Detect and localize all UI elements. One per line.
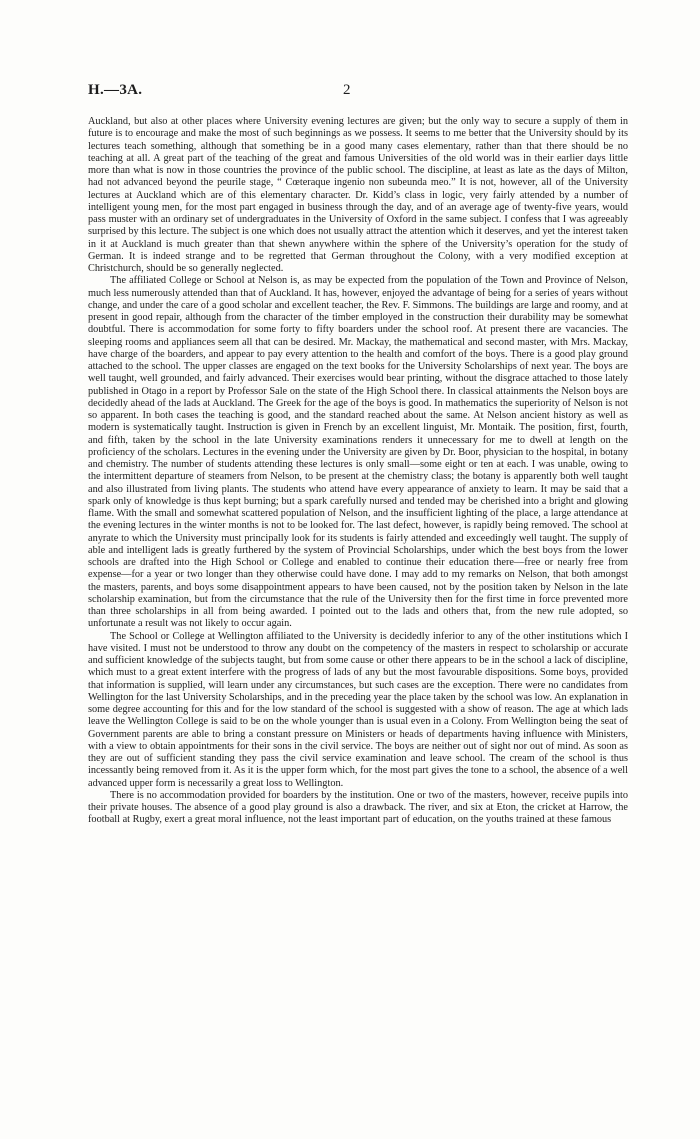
paragraph-wellington: The School or College at Wellington affiliated to the University is decidedly inferior to any of the other institutions which I have visited. I must not be understood to throw any doubt on the competency of the masters in respect to scholarship or accurate and sufficient knowledge of the subjects taught, but from some cause or other there appears to be in the school a lack of discipline, which must to a great extent interfere with the progress of lads of any but the most favourable dispositions. Some boys, provided that information is supplied, will learn under any circumstances, but such cases are the exception. There were no candidates from Wellington for the last University Scholarships, and in the preceding year the place taken by the school was low. An explanation in some degree accounting for this and for the low standard of the school is suggested with a show of reason. The age at which lads leave the Wellington College is said to be on the whole younger than is usual even in a Colony. From Wellington being the seat of Government parents are able to bring a constant pressure on Ministers or heads of departments having influence with Ministers, with a view to obtain appointments for their sons in the civil service. The boys are neither out of sight nor out of mind. As soon as they are out of sufficient standing they pass the civil service examination and leave school. The cream of the school is thus incessantly being removed from it. As it is the upper form which, for the most part gives the tone to a school, the absence of a well advanced upper form is necessarily a great loss to Wellington.: [88, 630, 628, 789]
paragraph-nelson: The affiliated College or School at Nelson is, as may be expected from the population of the Town and Province of Nelson, much less numerously attended than that of Auckland. It has, however, enjoyed the advantage of being for a series of years without change, and under the care of a good scholar and excellent teacher, the Rev. F. Simmons. The buildings are large and roomy, and at present in good repair, although from the character of the timber employed in the construction their durability may be somewhat doubtful. There is accommodation for some forty to fifty boarders under the school roof. At present there are vacancies. The sleeping rooms and appliances seem all that can be desired. Mr. Mackay, the mathematical and second master, with Mrs. Mackay, have charge of the boarders, and appear to pay every attention to the health and comfort of the boys. There is a good play ground attached to the school. The upper classes are engaged on the text books for the University Scholarships of next year. The boys are well taught, well grounded, and fairly advanced. Their exercises would bear printing, without the disgrace attached to those lately published in Otago in a report by Professor Sale on the state of the High School there. In classical attainments the Nelson boys are decidedly ahead of the lads at Auckland. The Greek for the age of the boys is good. In mathematics the superiority of Nelson is not so apparent. In both cases the teaching is good, and the standard reached about the same. At Nelson ancient history as well as modern is systematically taught. Instruction is given in French by an excellent linguist, Mr. Montaik. The position, first, fourth, and fifth, taken by the school in the late University examinations renders it unnecessary for me to dwell at length on the proficiency of the scholars. Lectures in the evening under the University are given by Dr. Boor, physician to the hospital, in botany and chemistry. The number of students attending these lectures is only small—some eight or ten at each. I was unable, owing to the intermittent departure of steamers from Nelson, to be present at the chemistry class; the botany is apparently both well taught and also illustrated from living plants. The students who attend have every appearance of anxiety to learn. It may be said that a spark only of knowledge is thus kept burning; but a spark carefully nursed and tended may be cherished into a bright and glowing flame. With the small and somewhat scattered population of Nelson, and the insufficient lighting of the place, a large attendance at the evening lectures in the winter months is not to be looked for. The last defect, however, is rapidly being removed. The school at anyrate to which the University must principally look for its students is fairly attended and exceedingly well taught. The supply of able and intelligent lads is greatly furthered by the system of Provincial Scholarships, under which the best boys from the lower schools are drafted into the High School or College and enabled to continue their education there—free or nearly free from expense—for a year or two longer than they otherwise could have done. I may add to my remarks on Nelson, that both amongst the masters, parents, and boys some disappointment appears to have been caused, not by the position taken by Nelson in the late scholarship examination, but from the circumstance that the rule of the University then for the first time in force prevented more than three scholarships in all from being awarded. I pointed out to the lads and others that, from the new rule adopted, so unfortunate a result was not likely to occur again.: [88, 275, 629, 630]
page-number: 2: [343, 82, 351, 98]
body-text: [88, 116, 628, 827]
document-reference: H.—3A.: [88, 82, 143, 98]
paragraph-boarders: There is no accommodation provided for boarders by the institution. One or two of the masters, however, receive pupils into their private houses. The absence of a good play ground is also a drawback. The river, and six at Eton, the cricket at Harrow, the football at Rugby, exert a great moral influence, not the least important part of education, on the youths trained at these famous: [88, 789, 628, 826]
page-header: [88, 82, 628, 102]
paragraph-auckland-continued: Auckland, but also at other places where University evening lectures are given; but the only way to secure a supply of them in future is to encourage and make the most of such beginnings as we possess. It seems to me better that the University should by its lectures teach something, although that something be in a good many cases elementary, rather than that there should be no teaching at all. A great part of the teaching of the great and famous Universities of the old world was in their earlier days little more than what is now in those countries the province of the public school. The discipline, at least as late as the days of Milton, had not advanced beyond the peurile stage, “ Cœteraque ingenio non subeunda meo.” It is not, however, all of the University lectures at Auckland which are of this elementary character. Dr. Kidd’s class in logic, very fairly attended by a number of intelligent young men, for the most part engaged in business through the day, and of an average age of twenty-five years, would pass muster with an ordinary set of undergraduates in the University of Oxford in the same subject. I confess that I was agreeably surprised by this lecture. The subject is one which does not usually attract the attention which it deserves, and yet the interest taken in it at Auckland is much greater than that shewn anywhere within the sphere of the University’s operation for the study of German. It is indeed strange and to be regretted that German throughout the Colony, with a very modified exception at Christchurch, should be so generally neglected.: [88, 116, 628, 274]
